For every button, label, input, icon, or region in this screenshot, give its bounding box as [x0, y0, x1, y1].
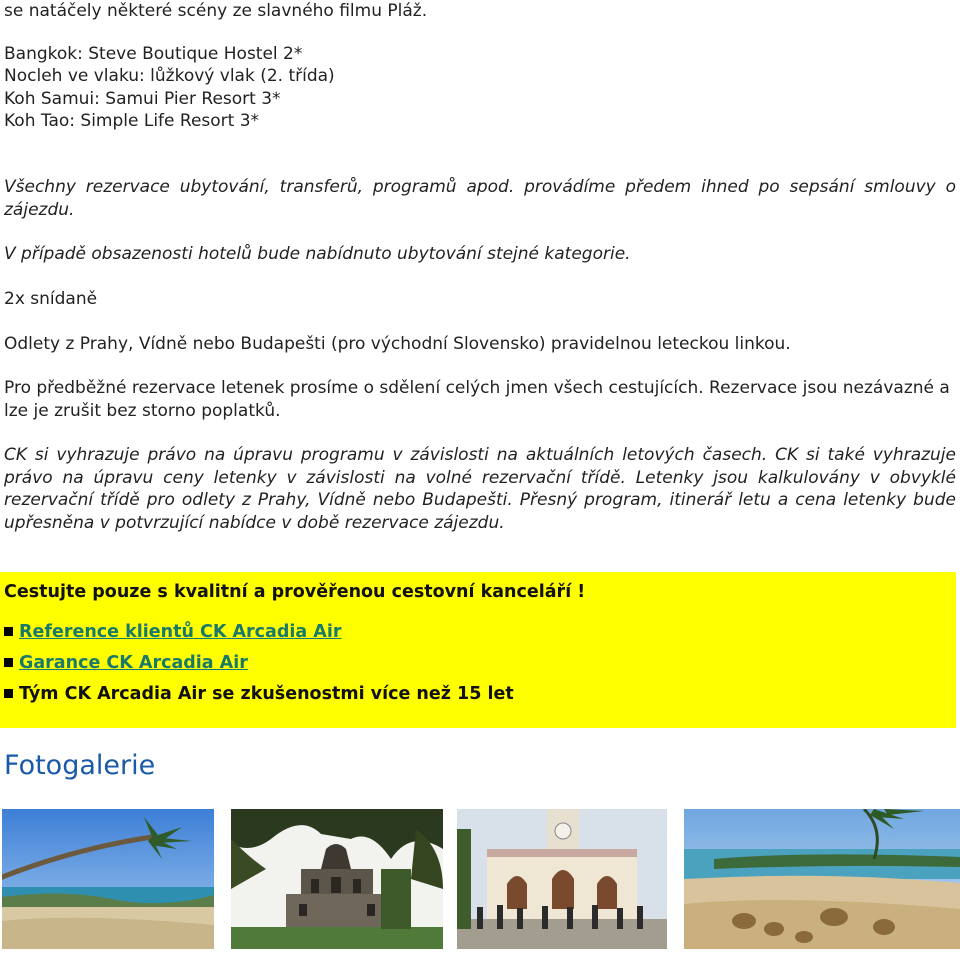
references-link[interactable]: Reference klientů CK Arcadia Air: [19, 622, 342, 642]
team-text: Tým CK Arcadia Air se zkušenostmi více než 15 let: [19, 684, 514, 704]
promo-box: [0, 572, 956, 728]
gallery-title: Fotogalerie: [4, 750, 156, 781]
gallery-photo-station-building[interactable]: [457, 809, 667, 949]
flights-note: Odlety z Prahy, Vídně nebo Budapešti (pro východní Slovensko) pravidelnou leteckou linkou.: [4, 334, 791, 354]
square-bullet-icon: [4, 689, 13, 698]
gallery-photo-beach-coconuts[interactable]: [684, 809, 960, 949]
accommodation-train: Nocleh ve vlaku: lůžkový vlak (2. třída): [4, 66, 335, 86]
booking-note: Všechny rezervace ubytování, transferů, programů apod. provádíme předem ihned po sepsání smlouvy o zájezdu.: [4, 177, 956, 220]
square-bullet-icon: [4, 658, 13, 667]
promo-item-guarantee: [4, 653, 248, 673]
promo-item-team: [4, 684, 514, 704]
accommodation-koh-tao: Koh Tao: Simple Life Resort 3*: [4, 111, 260, 131]
promo-item-references: [4, 622, 341, 642]
guarantee-link[interactable]: Garance CK Arcadia Air: [19, 653, 248, 673]
gallery-photo-temple-ruin[interactable]: [231, 809, 443, 949]
breakfast-note: 2x snídaně: [4, 289, 98, 309]
occupancy-note: V případě obsazenosti hotelů bude nabídnuto ubytování stejné kategorie.: [4, 244, 631, 264]
accommodation-bangkok: Bangkok: Steve Boutique Hostel 2*: [4, 44, 303, 64]
disclaimer-note: CK si vyhrazuje právo na úpravu programu v závislosti na aktuálních letových časech. CK si také vyhrazuje právo na úpravu ceny letenky v závislosti na volné rezervační třídě. Letenky jsou kalkulovány v obvyklé rezervační třídě pro odlety z Prahy, Vídně nebo Budapešti. Přesný program, itinerář letu a cena letenky bude upřesněna v potvrzující nabídce v době rezervace zájezdu.: [4, 445, 956, 533]
gallery-photo-beach-palm[interactable]: [2, 809, 214, 949]
promo-title: Cestujte pouze s kvalitní a prověřenou cestovní kanceláří !: [4, 582, 586, 602]
square-bullet-icon: [4, 627, 13, 636]
intro-text: se natáčely některé scény ze slavného filmu Pláž.: [4, 1, 428, 21]
accommodation-koh-samui: Koh Samui: Samui Pier Resort 3*: [4, 89, 281, 109]
prebooking-note: Pro předběžné rezervace letenek prosíme o sdělení celých jmen všech cestujících. Rezervace jsou nezávazné a lze je zrušit bez storno poplatků.: [4, 378, 950, 421]
